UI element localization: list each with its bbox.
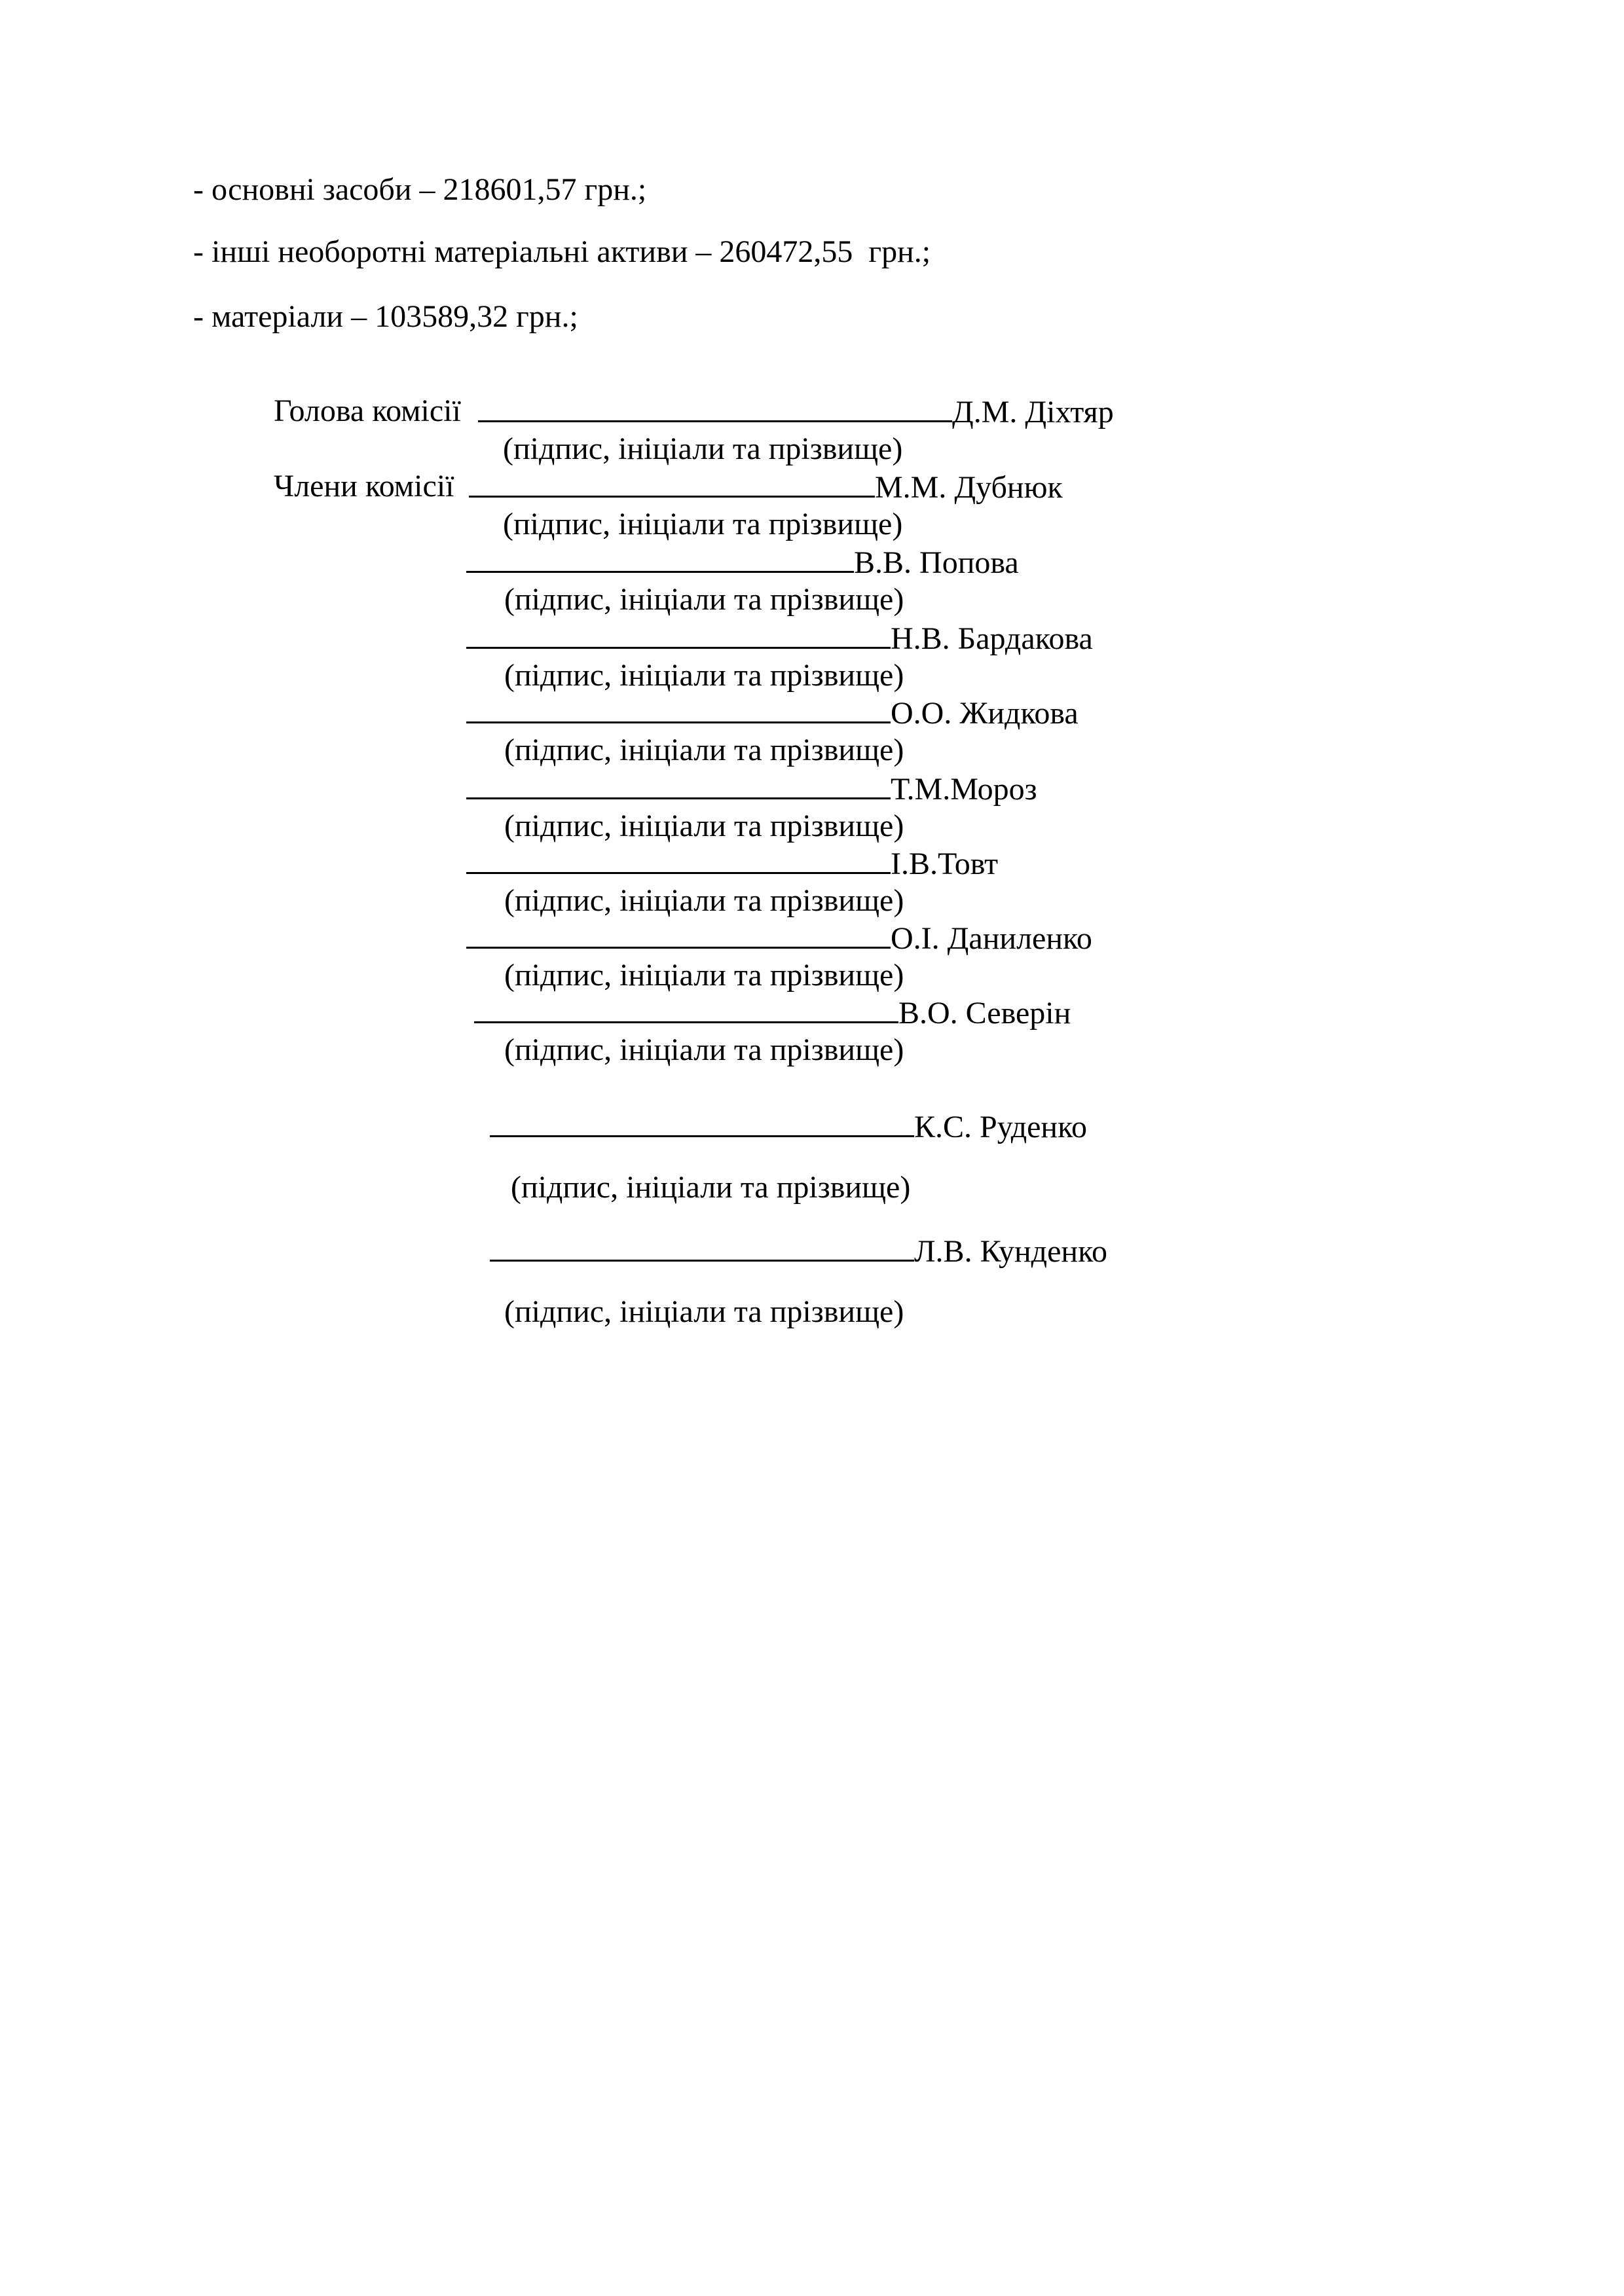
- signatory-name: О.О. Жидкова: [891, 696, 1079, 731]
- signature-line-member: [466, 694, 1079, 731]
- signature-caption: (підпис, ініціали та прізвище): [503, 507, 903, 541]
- signature-blank: [466, 543, 854, 573]
- asset-line-other-noncurrent: - інші необоротні матеріальні активи – 260472,55 грн.;: [193, 234, 931, 269]
- signature-line-member: [474, 994, 1071, 1030]
- signature-blank: [466, 619, 891, 649]
- signatory-name: Л.В. Кунденко: [914, 1234, 1107, 1269]
- signature-caption: (підпис, ініціали та прізвище): [504, 658, 904, 693]
- signature-line-member: [466, 619, 1093, 656]
- signature-blank: [490, 1232, 914, 1262]
- signature-blank: [474, 994, 898, 1023]
- signatory-name: Н.В. Бардакова: [891, 621, 1093, 656]
- signature-caption: (підпис, ініціали та прізвище): [504, 733, 904, 767]
- signatory-name: К.С. Руденко: [914, 1110, 1087, 1144]
- signatory-name: М.М. Дубнюк: [875, 470, 1063, 505]
- signature-blank: [478, 393, 952, 422]
- signature-blank: [490, 1108, 914, 1137]
- signature-line-member: [469, 468, 1063, 505]
- members-label: Члени комісії: [274, 469, 454, 503]
- signature-line-member: [466, 770, 1037, 807]
- signatory-name: В.О. Северін: [898, 996, 1071, 1030]
- signature-blank: [466, 845, 891, 874]
- signature-caption: (підпис, ініціали та прізвище): [504, 1032, 904, 1067]
- signatory-name: Д.М. Діхтяр: [952, 395, 1114, 429]
- signature-caption: (підпис, ініціали та прізвище): [504, 582, 904, 617]
- signature-caption: (підпис, ініціали та прізвище): [511, 1170, 911, 1205]
- signature-blank: [466, 694, 891, 723]
- signature-blank: [469, 468, 875, 498]
- chair-label: Голова комісії: [274, 393, 461, 428]
- asset-line-materials: - матеріали – 103589,32 грн.;: [193, 299, 578, 334]
- signature-line-member: [466, 845, 998, 881]
- signature-blank: [466, 919, 891, 949]
- signature-caption: (підпис, ініціали та прізвище): [504, 1294, 904, 1329]
- signature-line-member: [490, 1108, 1087, 1144]
- signature-caption: (підпис, ініціали та прізвище): [504, 958, 904, 993]
- signature-line-member: [466, 919, 1092, 956]
- signature-caption: (підпис, ініціали та прізвище): [503, 431, 903, 466]
- signatory-name: В.В. Попова: [854, 545, 1019, 580]
- signatory-name: О.І. Даниленко: [891, 921, 1092, 956]
- signature-caption: (підпис, ініціали та прізвище): [504, 883, 904, 918]
- signature-line-member: [490, 1232, 1107, 1269]
- signature-line-member: [466, 543, 1019, 580]
- signature-caption: (підпис, ініціали та прізвище): [504, 809, 904, 843]
- signature-line-chair: [478, 393, 1114, 429]
- signature-blank: [466, 770, 891, 799]
- asset-line-fixed-assets: - основні засоби – 218601,57 грн.;: [193, 172, 647, 207]
- signatory-name: Т.М.Мороз: [891, 772, 1037, 807]
- signatory-name: І.В.Товт: [891, 847, 999, 881]
